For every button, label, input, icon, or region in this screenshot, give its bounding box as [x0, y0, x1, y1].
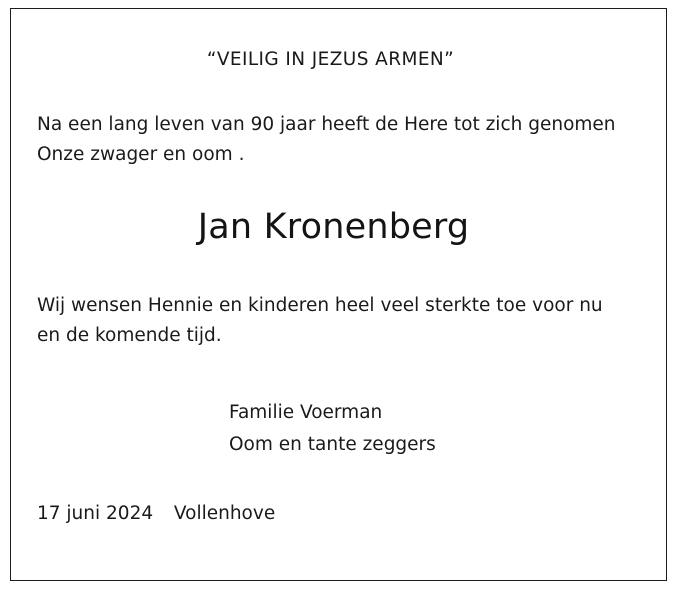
notice-date: 17 juni 2024: [37, 502, 154, 524]
death-notice-card: [10, 8, 667, 581]
notice-message: [37, 291, 640, 351]
notice-intro-line-1: Na een lang leven van 90 jaar heeft de Here tot zich genomen: [37, 114, 616, 135]
notice-signature: [37, 397, 640, 461]
signature-relation: Oom en tante zeggers: [229, 433, 436, 455]
notice-place: Vollenhove: [173, 502, 276, 524]
notice-content: [11, 9, 666, 580]
notice-message-line-1: Wij wensen Hennie en kinderen heel veel sterkte toe voor nu: [37, 294, 603, 316]
signature-family: Familie Voerman: [229, 401, 383, 423]
notice-intro-line-2: Onze zwager en oom .: [37, 143, 245, 165]
deceased-name: Jan Kronenberg: [197, 206, 470, 247]
notice-headline: “VEILIG IN JEZUS ARMEN”: [206, 49, 455, 70]
notice-footer: [37, 503, 640, 524]
notice-intro: [37, 110, 640, 170]
notice-message-line-2: en de komende tijd.: [37, 324, 222, 346]
